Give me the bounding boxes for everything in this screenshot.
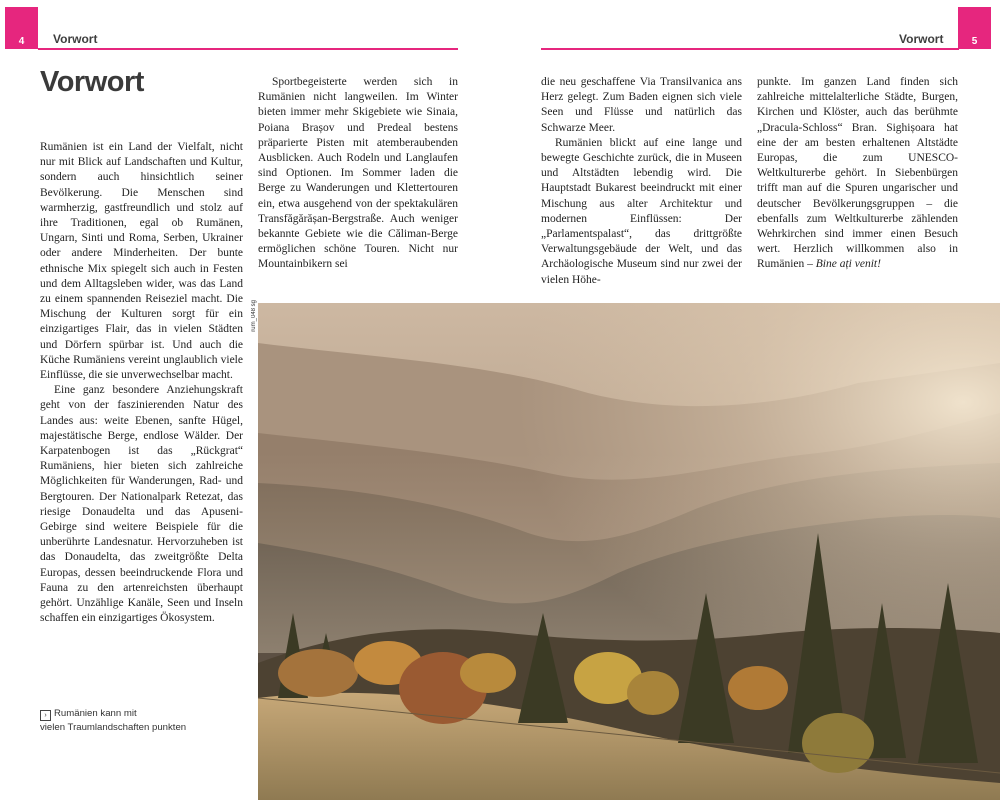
- paragraph-text: punkte. Im ganzen Land finden sich zahlreiche mittelalterliche Städte, Burgen, Kirchen und Klöster, auch das berühmte „Dracula-Schloss“ Bran. Sighișoara hat eine der am besten erhaltenen Altstädte Europas, die zum UNESCO-Weltkulturerbe gehört. In Siebenbürgen trifft man auf die Spuren ungarischer und deutscher Bevölkerungsgruppen – die ebenfalls zum Weltkulturerbe zählenden Wehrkirchen sind immer einen Besuch wert. Herzlich willkommen also in Rumänien –: [757, 76, 958, 271]
- closing-phrase: Bine ați venit!: [815, 258, 881, 271]
- paragraph: Rumänien ist ein Land der Vielfalt, nicht nur mit Blick auf Landschaften und Kultur, sondern auch hinsichtlich seiner Bevölkerung. Die Menschen sind warmherzig, gastfreundlich und stolz auf ihre Traditionen, egal ob Rumänen, Ungarn, Sinti und Roma, Serben, Ukrainer oder andere Minderheiten. Der bunte ethnische Mix spiegelt sich auch in Festen und dem Alltagsleben wider, was das Land zu einem spannenden Reiseziel macht. Die Mischung der Kulturen sorgt für ein einzigartiges Flair, das in vielen Städten und Dörfern spürbar ist. Und auch die Küche Rumäniens vereint unglaublich viele Einflüsse, die sie unverwechselbar macht.: [40, 141, 243, 382]
- caption-line-2: vielen Traumlandschaften punkten: [40, 722, 187, 733]
- photo-credit: rum_048 sg: [251, 300, 257, 332]
- page-title: Vorwort: [40, 66, 144, 98]
- caption-line-1: Rumänien kann mit: [54, 708, 137, 719]
- header-rule-left: [38, 48, 458, 50]
- paragraph-end: [757, 75, 958, 273]
- paragraph: Eine ganz besondere Anziehungskraft geht von der faszinierenden Natur des Landes aus: weite Ebenen, sanfte Hügel, majestätische Berge, endlose Wälder. Der Karpatenbogen ist das „Rückgrat“ Rumäniens, hier bieten sich zahlreiche Möglichkeiten für Wanderungen, Rad- und Bergtouren. Der Nationalpark Retezat, das riesige Donaudelta und das Apuseni-Gebirge sind weitere Beispiele für die unberührte Landesnatur. Hervorzuheben ist das Donaudelta, das zweitgrößte Delta Europas, dessen beeindruckende Flora und Fauna zu den artenreichsten überhaupt gehört. Unzählige Kanäle, Seen und Inseln schaffen ein einzigartiges Ökosystem.: [40, 384, 243, 625]
- header-rule-right: [541, 48, 959, 50]
- caption-arrow-icon: ›: [40, 710, 51, 721]
- landscape-photo: [258, 303, 1000, 800]
- paragraph: Sportbegeisterte werden sich in Rumänien nicht langweilen. Im Winter bieten immer mehr Skigebiete wie Sinaia, Poiana Brașov und Predeal bestens präparierte Pisten mit atemberaubenden Ausblicken. Auch Rodeln und Langlaufen sind Optionen. Im Sommer laden die Berge zu Wanderungen und Klettertouren ein, etwa ausgehend von der spektakulären Transfăgărășan-Bergstraße. Auch weniger bekannte Gebiete wie die Căliman-Berge ermöglichen schöne Touren. Nicht nur Mountainbikern sei: [258, 76, 458, 271]
- image-caption: [40, 707, 240, 734]
- page-number-tab-right: [958, 7, 991, 49]
- page-number-right: 5: [971, 36, 978, 47]
- running-title-left: Vorwort: [53, 32, 98, 46]
- paragraph: die neu geschaffene Via Transilvanica ans Herz gelegt. Zum Baden eignen sich viele Seen und Flüsse und natürlich das Schwarze Meer.: [541, 76, 742, 134]
- text-column-1: [40, 140, 243, 627]
- text-column-3: [541, 75, 742, 288]
- page-number-tab-left: [5, 7, 38, 49]
- text-column-2: [258, 75, 458, 273]
- running-title-right: Vorwort: [899, 32, 944, 46]
- text-column-4: [757, 75, 958, 273]
- paragraph: Rumänien blickt auf eine lange und bewegte Geschichte zurück, die in Museen und Altstädten lebendig wird. Die Hauptstadt Bukarest beeindruckt mit einer Mischung aus alter Architektur und modernen Einflüssen: Der „Parlamentspalast“, das drittgrößte Verwaltungsgebäude der Welt, und das Archäologische Museum sind nur zwei der vielen Höhe-: [541, 136, 742, 286]
- page-number-left: 4: [18, 36, 25, 47]
